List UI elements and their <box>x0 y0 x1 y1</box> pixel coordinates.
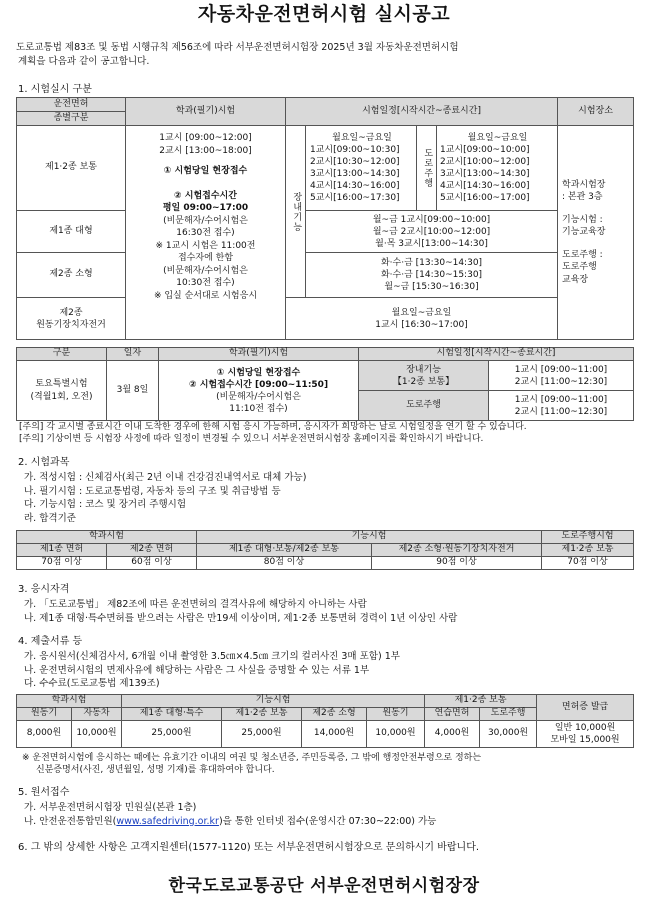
section-heading: 4. 제출서류 등 <box>18 636 83 647</box>
criteria-value: 70점 이상 <box>542 557 634 570</box>
list-item: 가. 서부운전면허시험장 민원실(본관 1층) <box>24 802 197 813</box>
schedule-line: 월~금 [15:30~16:30] <box>384 282 479 292</box>
header-type: 구분 <box>17 348 107 361</box>
caution-line: [주의] 기상이변 등 시험장 사정에 따라 일정이 변경될 수 있으니 서부운전면허시험장 홈페이지를 확인하시기 바랍니다. <box>19 434 484 444</box>
list-item: 다. 수수료(도로교통법 제139조) <box>24 678 160 689</box>
fee-header: 제2종 소형 <box>302 708 367 721</box>
criteria-value: 80점 이상 <box>197 557 372 570</box>
criteria-value: 90점 이상 <box>372 557 542 570</box>
fee-value: 10,000원 <box>367 721 425 748</box>
label-line: (격월1회, 오전) <box>30 391 93 402</box>
footer-signature: 한국도로교통공단 서부운전면허시험장장 <box>168 876 480 896</box>
page-title: 자동차운전면허시험 실시공고 <box>197 3 451 25</box>
criteria-value: 60점 이상 <box>107 557 197 570</box>
header-issue: 면허증 발급 <box>537 695 634 721</box>
section-heading: 3. 응시자격 <box>18 584 70 595</box>
fee-header: 원동기 <box>367 708 425 721</box>
header-written: 학과(필기)시험 <box>126 98 286 126</box>
header-written: 학과(필기)시험 <box>159 348 359 361</box>
list-item <box>24 815 634 829</box>
criteria-value: 70점 이상 <box>17 557 107 570</box>
exam-place <box>558 126 634 340</box>
schedule-line: 1교시 [16:30~17:00] <box>375 319 468 330</box>
written-line: ② 시험접수시간 [09:00~11:50] <box>188 379 329 390</box>
written-line: ① 시험당일 현장접수 <box>216 367 301 378</box>
skill-test-cell <box>359 361 489 391</box>
application-list <box>24 801 634 828</box>
road-times <box>489 391 634 421</box>
header-skill: 기능시험 <box>197 531 542 544</box>
section-heading: 5. 원서접수 <box>18 787 70 798</box>
list-item: 나. 필기시험 : 도로교통법령, 자동차 등의 구조 및 취급방법 등 <box>24 485 281 497</box>
list-item: 나. 운전면허시험의 면제사유에 해당하는 사람은 그 사실을 증명할 수 있는 서류 1부 <box>24 664 370 676</box>
criteria-header: 제1·2종 보통 <box>542 544 634 557</box>
time-line: 2교시 [11:00~12:30] <box>514 406 608 417</box>
schedule-line: 1교시[09:00~10:30] <box>310 145 400 155</box>
saturday-exam-label <box>17 361 107 421</box>
header-license-type: 운전면허 <box>17 98 126 112</box>
saturday-exam-date: 3월 8일 <box>107 361 159 421</box>
road-test-label: 도로주행 <box>417 126 437 211</box>
written-line: 11:10전 접수) <box>229 403 288 414</box>
skill-label: 장내기능 <box>406 364 441 375</box>
written-note: ※ 입실 순서대로 시험응시 <box>153 290 258 301</box>
intro-text <box>16 41 636 69</box>
fee-table <box>16 694 634 748</box>
criteria-header: 제1종 면허 <box>17 544 107 557</box>
schedule-line: 4교시[14:30~16:00] <box>310 181 400 191</box>
criteria-header: 제2종 면허 <box>107 544 197 557</box>
section-heading: 2. 시험과목 <box>18 457 70 468</box>
safedriving-link[interactable]: www.safedriving.or.kr <box>116 815 219 827</box>
place-line: 도로주행 <box>562 262 597 273</box>
header-written: 학과시험 <box>17 695 122 708</box>
written-note: (비문해자/수어시험은 <box>163 265 248 276</box>
contact-info: 6. 그 밖의 상세한 사항은 고객지원센터(1577-1120) 또는 서부운전면허시험장으로 문의하시기 바랍니다. <box>18 842 480 853</box>
intro-line: 계획을 다음과 같이 공고합니다. <box>18 56 150 67</box>
skill-schedule-small <box>306 253 558 298</box>
place-line: : 본관 3층 <box>562 192 603 203</box>
schedule-line: 5교시[16:00~17:00] <box>440 193 530 203</box>
place-line: 교육장 <box>562 274 589 285</box>
onsite-registration: ① 시험당일 현장접수 <box>163 166 248 176</box>
moped-schedule <box>286 298 558 340</box>
registration-time: ② 시험접수시간 <box>174 190 237 201</box>
fee-value: 25,000원 <box>122 721 222 748</box>
list-item: 가. 응시원서(신체검사서, 6개월 이내 촬영한 3.5㎝×4.5㎝ 크기의 컬러사진 3매 포함) 1부 <box>24 651 400 662</box>
schedule-line: 3교시[13:00~14:30] <box>310 169 400 179</box>
header-written: 학과시험 <box>17 531 197 544</box>
schedule-line: 월요일~금요일 <box>332 133 392 143</box>
schedule-line: 월요일~금요일 <box>391 307 452 318</box>
note-line: ※ 운전면허시험에 응시하는 때에는 유효기간 이내의 여권 및 청소년증, 주민등록증, 그 밖에 행정안전부령으로 정하는 <box>22 753 482 763</box>
skill-test-label: 장내기능 <box>286 126 306 298</box>
fee-header: 자동차 <box>72 708 122 721</box>
schedule-line: 2교시[10:30~12:00] <box>310 157 400 167</box>
exam-subjects-list <box>24 471 634 525</box>
fee-value: 10,000원 <box>72 721 122 748</box>
skill-label: 【1·2종 보통】 <box>392 376 455 387</box>
issue-line: 모바일 15,000원 <box>550 735 620 745</box>
header-road: 도로주행시험 <box>542 531 634 544</box>
written-note: (비문해자/수어시험은 <box>163 215 248 226</box>
note-line: 신분증명서(사진, 생년월일, 성명 기재)를 휴대하여야 합니다. <box>36 765 275 775</box>
list-text: )을 통한 인터넷 접수(운영시간 07:30~22:00) 가능 <box>218 815 437 827</box>
skill-schedule-standard <box>306 126 417 211</box>
criteria-header: 제2종 소형·원동기장치자전거 <box>372 544 542 557</box>
row-label <box>17 298 126 340</box>
fee-header: 도로주행 <box>480 708 537 721</box>
schedule-line: 1교시[09:00~10:00] <box>440 145 530 155</box>
issue-line: 일반 10,000원 <box>554 723 616 733</box>
list-item: 가. 「도로교통법」 제82조에 따른 운전면허의 결격사유에 해당하지 아니하는 사람 <box>24 599 367 610</box>
skill-schedule-large <box>306 211 558 253</box>
row-label: 제2종 소형 <box>17 253 126 298</box>
written-note: ※ 1교시 시험은 11:00전 <box>155 240 256 251</box>
header-class: 종별구분 <box>17 112 126 126</box>
place-line: 기능시험 : <box>562 214 603 225</box>
skill-times <box>489 361 634 391</box>
section-heading: 1. 시험실시 구분 <box>18 84 92 95</box>
fee-issue <box>537 721 634 748</box>
fee-value: 14,000원 <box>302 721 367 748</box>
saturday-exam-table <box>16 347 634 421</box>
schedule-line: 월요일~금요일 <box>467 133 528 143</box>
road-schedule-standard <box>437 126 558 211</box>
written-line: (비문해자/수어시험은 <box>216 391 301 402</box>
fee-value: 25,000원 <box>222 721 302 748</box>
pass-criteria-table <box>16 530 634 570</box>
fee-header: 원동기 <box>17 708 72 721</box>
written-note: 10:30전 접수) <box>176 278 235 288</box>
schedule-line: 2교시[10:00~12:00] <box>440 157 530 167</box>
time-line: 1교시 [09:00~11:00] <box>514 394 608 405</box>
header-place: 시험장소 <box>558 98 634 126</box>
written-period: 2교시 [13:00~18:00] <box>159 145 252 156</box>
schedule-line: 월·목 3교시[13:00~14:30] <box>375 238 488 249</box>
row-label: 제1·2종 보통 <box>17 126 126 211</box>
caution-line: [주의] 각 교시별 종료시간 이내 도착한 경우에 한해 시험 응시 가능하며, 응시자가 희망하는 날로 시험일정을 연기 할 수 있습니다. <box>19 422 527 432</box>
fee-header: 연습면허 <box>425 708 480 721</box>
fee-header: 제1종 대형·특수 <box>122 708 222 721</box>
list-item: 라. 합격기준 <box>24 512 76 524</box>
schedule-line: 화·수·금 [13:30~14:30] <box>380 258 483 268</box>
header-schedule: 시험일정[시작시간~종료시간] <box>359 348 634 361</box>
fee-value: 30,000원 <box>480 721 537 748</box>
schedule-line: 화·수·금 [14:30~15:30] <box>380 270 483 280</box>
place-line: 기능교육장 <box>562 227 606 238</box>
road-test-cell: 도로주행 <box>359 391 489 421</box>
exam-schedule-table <box>16 97 634 340</box>
intro-line: 도로교통법 제83조 및 동법 시행규칙 제56조에 따라 서부운전면허시험장 2025년 3월 자동차운전면허시험 <box>16 42 459 53</box>
fee-value: 8,000원 <box>17 721 72 748</box>
fee-value: 4,000원 <box>425 721 480 748</box>
schedule-line: 3교시[13:00~14:30] <box>440 169 530 179</box>
written-note: 16:30전 접수) <box>176 228 235 238</box>
time-line: 2교시 [11:00~12:30] <box>514 376 608 387</box>
list-text: 나. 안전운전통합민원( <box>24 815 117 827</box>
id-note <box>22 752 637 776</box>
criteria-header: 제1종 대형·보통/제2종 보통 <box>197 544 372 557</box>
header-schedule: 시험일정[시작시간~종료시간] <box>286 98 558 126</box>
row-label-line: 제2종 <box>59 307 83 318</box>
row-label: 제1종 대형 <box>17 211 126 253</box>
place-line: 도로주행 : <box>562 249 603 260</box>
written-exam-info <box>126 126 286 340</box>
written-period: 1교시 [09:00~12:00] <box>159 133 252 143</box>
label-line: 토요특별시험 <box>35 378 88 389</box>
saturday-written-info <box>159 361 359 421</box>
place-line: 학과시험장 <box>562 179 606 190</box>
list-item: 다. 기능시험 : 코스 및 장거리 주행시험 <box>24 499 186 510</box>
written-note: 접수자에 한함 <box>177 253 234 263</box>
registration-weekday: 평일 09:00~17:00 <box>162 203 249 213</box>
header-road: 제1·2종 보통 <box>425 695 537 708</box>
eligibility-list <box>24 598 634 625</box>
schedule-line: 월~금 1교시[09:00~10:00] <box>372 214 491 225</box>
row-label-line: 원동기장치자전거 <box>36 319 106 330</box>
time-line: 1교시 [09:00~11:00] <box>514 364 608 375</box>
schedule-line: 5교시[16:00~17:30] <box>310 193 400 203</box>
list-item: 나. 제1종 대형·특수면허를 받으려는 사람은 만19세 이상이며, 제1·2종 보통면허 경력이 1년 이상인 사람 <box>24 612 458 624</box>
list-item: 가. 적성시험 : 신체검사(최근 2년 이내 건강검진내역서로 대체 가능) <box>24 472 307 483</box>
schedule-line: 4교시[14:30~16:00] <box>440 181 530 191</box>
fee-header: 제1·2종 보통 <box>222 708 302 721</box>
caution-notes <box>19 421 634 445</box>
header-date: 일자 <box>107 348 159 361</box>
schedule-line: 월~금 2교시[10:00~12:00] <box>372 226 491 237</box>
documents-list <box>24 650 634 691</box>
header-skill: 기능시험 <box>122 695 425 708</box>
